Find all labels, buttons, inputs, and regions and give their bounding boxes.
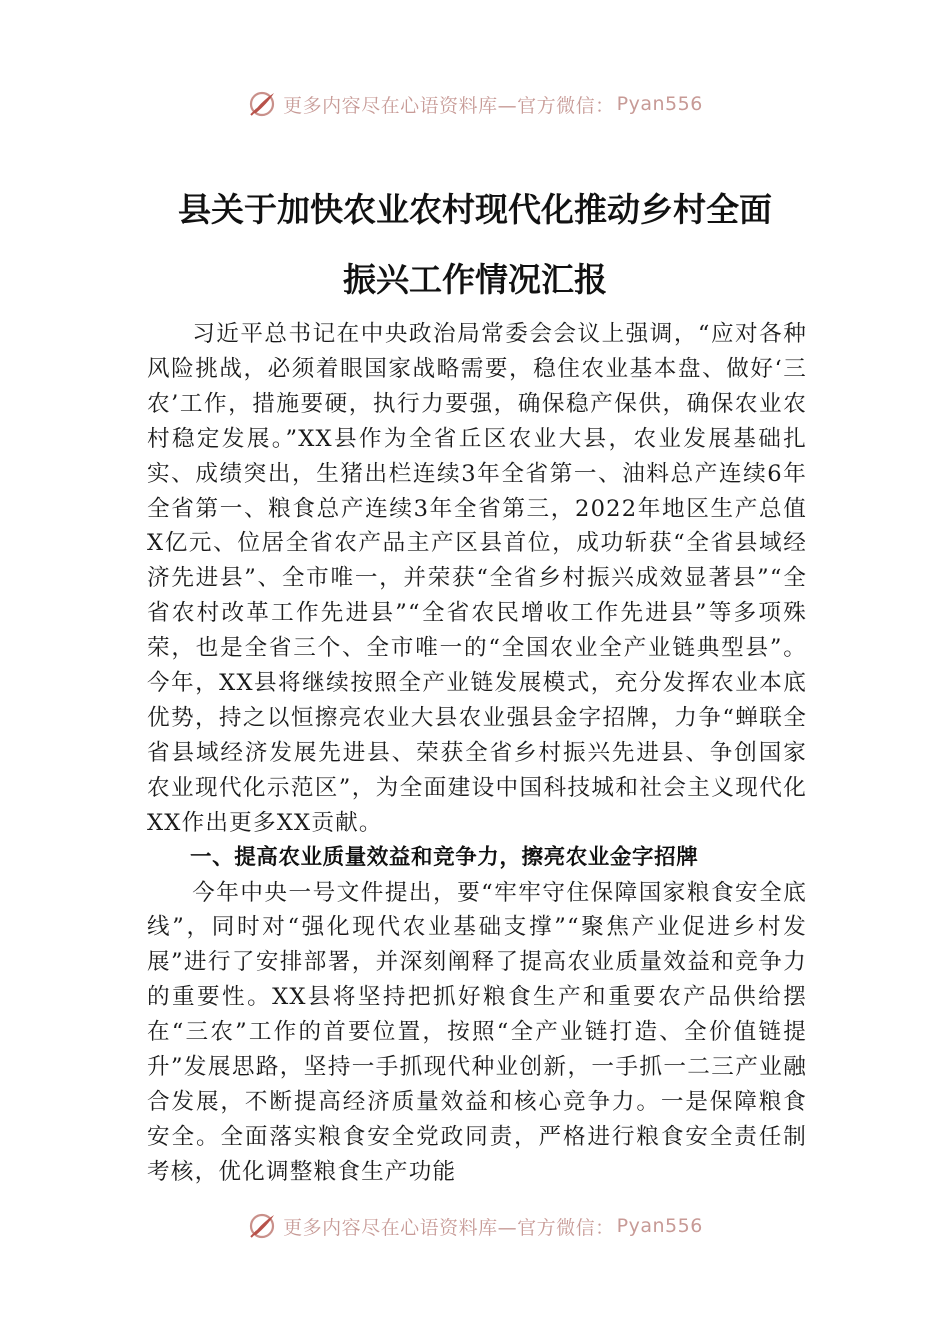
- intro-paragraph: 习近平总书记在中央政治局常委会会议上强调，“应对各种风险挑战，必须着眼国家战略需要，稳住农业基本盘、做好‘三农’工作，措施要硬，执行力要强，确保稳产保供，确保农业农村稳定发展。”XX县作为全省丘区农业大县，农业发展基础扎实、成绩突出，生猪出栏连续3年全省第一、油料总产连续6年全省第一、粮食总产连续3年全省第三，2022年地区生产总值X亿元、位居全省农产品主产区县首位，成功斩获“全省县域经济先进县”、全市唯一，并荣获“全省乡村振兴成效显著县”“全省农村改革工作先进县”“全省农民增收工作先进县”等多项殊荣，也是全省三个、全市唯一的“全国农业全产业链典型县”。今年，XX县将继续按照全产业链发展模式，充分发挥农业本底优势，持之以恒擦亮农业大县农业强县金字招牌，力争“蝉联全省县域经济发展先进县、荣获全省乡村振兴先进县、争创国家农业现代化示范区”，为全面建设中国科技城和社会主义现代化XX作出更多XX贡献。: [147, 321, 807, 836]
- section-1-paragraph: 今年中央一号文件提出，要“牢牢守住保障国家粮食安全底线”，同时对“强化现代农业基础支撑”“聚焦产业促进乡村发展”进行了安排部署，并深刻阐释了提高农业质量效益和竞争力的重要性。XX县将坚持把抓好粮食生产和重要农产品供给摆在“三农”工作的首要位置，按照“全产业链打造、全价值链提升”发展思路，坚持一手抓现代种业创新，一手抓一二三产业融合发展，不断提高经济质量效益和核心竞争力。一是保障粮食安全。全面落实粮食安全党政同责，严格进行粮食安全责任制考核，优化调整粮食生产功能: [147, 879, 807, 1185]
- watermark-wechat-id: Pyan556: [616, 1215, 703, 1237]
- section-1-heading: 一、提高农业质量效益和竞争力，擦亮农业金字招牌: [190, 844, 699, 870]
- quill-ribbon-logo-icon: [247, 1211, 277, 1241]
- watermark-text: 更多内容尽在心语资料库—官方微信：: [283, 94, 615, 117]
- watermark-wechat-id: Pyan556: [616, 93, 703, 115]
- document-title-line-1: 县关于加快农业农村现代化推动乡村全面: [178, 190, 772, 229]
- watermark-footer: [0, 1206, 950, 1246]
- quill-ribbon-logo-icon: [247, 89, 277, 119]
- watermark-text: 更多内容尽在心语资料库—官方微信：: [283, 1216, 615, 1239]
- document-title-line-2: 振兴工作情况汇报: [343, 260, 607, 299]
- watermark-header: [0, 84, 950, 124]
- document-body: [147, 317, 807, 1190]
